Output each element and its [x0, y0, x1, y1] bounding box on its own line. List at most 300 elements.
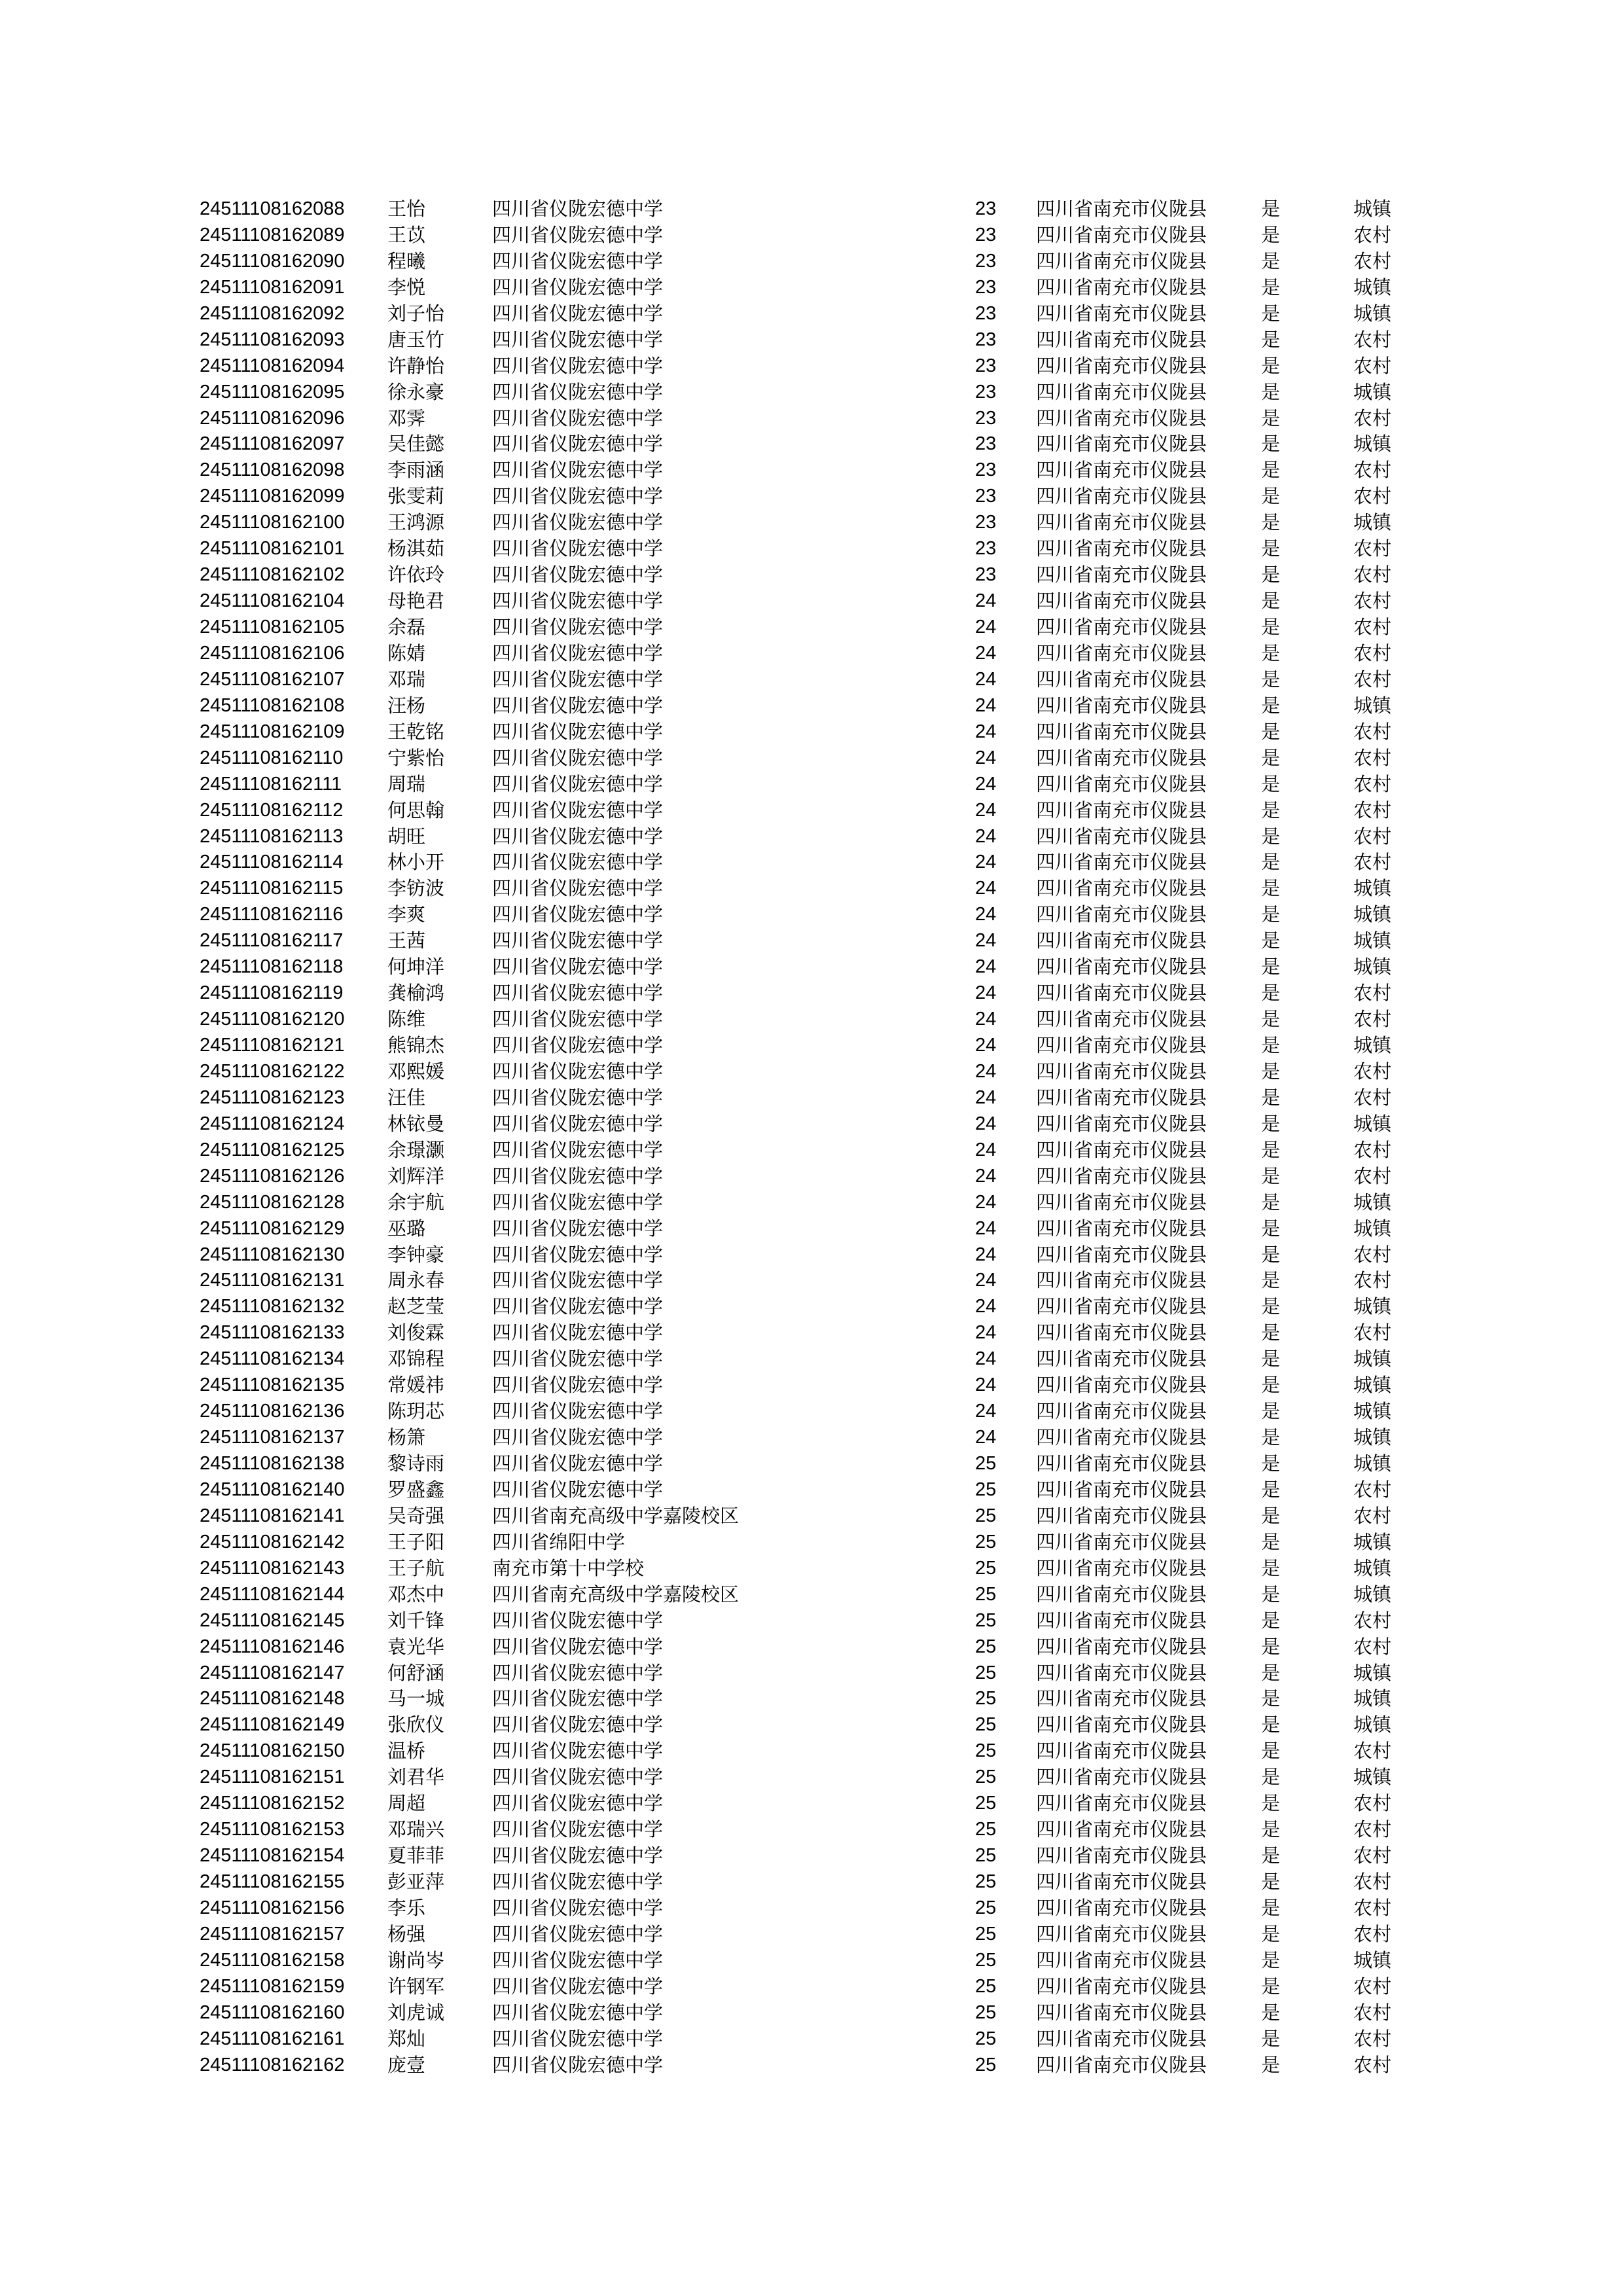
flag-cell: 是	[1261, 903, 1281, 926]
student-name-cell: 刘辉洋	[387, 1164, 445, 1187]
school-cell: 四川省仪陇宏德中学	[492, 1818, 664, 1841]
student-id-cell: 24511108162101	[200, 538, 345, 560]
school-cell: 四川省仪陇宏德中学	[492, 616, 664, 638]
roster-table	[0, 196, 1623, 2079]
student-name-cell: 马一城	[387, 1687, 445, 1710]
flag-cell: 是	[1261, 537, 1281, 560]
flag-cell: 是	[1261, 1530, 1281, 1553]
student-name-cell: 周超	[387, 1792, 426, 1815]
flag-cell: 是	[1261, 459, 1281, 482]
table-row	[0, 1765, 1623, 1791]
table-row	[0, 1738, 1623, 1765]
region-cell: 四川省南充市仪陇县	[1036, 1583, 1207, 1605]
flag-cell: 是	[1261, 1034, 1281, 1056]
table-row	[0, 562, 1623, 588]
region-cell: 四川省南充市仪陇县	[1036, 1948, 1207, 1971]
age-value-cell: 25	[975, 1975, 997, 1997]
table-row	[0, 1320, 1623, 1346]
area-type-cell: 农村	[1353, 1635, 1392, 1658]
table-row	[0, 1634, 1623, 1660]
area-type-cell: 城镇	[1353, 1374, 1392, 1397]
area-type-cell: 农村	[1353, 1269, 1392, 1292]
student-name-cell: 王子航	[387, 1556, 445, 1579]
student-id-cell: 24511108162114	[200, 852, 344, 873]
student-id-cell: 24511108162144	[200, 1583, 345, 1605]
student-name-cell: 林铱曼	[387, 1112, 445, 1135]
student-name-cell: 吴佳懿	[387, 433, 445, 456]
school-cell: 四川省仪陇宏德中学	[492, 2053, 664, 2076]
flag-cell: 是	[1261, 851, 1281, 874]
school-cell: 四川省仪陇宏德中学	[492, 1321, 664, 1344]
table-row	[0, 1922, 1623, 1948]
flag-cell: 是	[1261, 354, 1281, 377]
student-name-cell: 谢尚岑	[387, 1948, 445, 1971]
table-row	[0, 719, 1623, 745]
flag-cell: 是	[1261, 1008, 1281, 1031]
area-type-cell: 农村	[1353, 1321, 1392, 1344]
area-type-cell: 农村	[1353, 982, 1392, 1005]
flag-cell: 是	[1261, 1164, 1281, 1187]
age-value-cell: 25	[975, 1819, 997, 1840]
student-name-cell: 吴奇强	[387, 1504, 445, 1527]
age-value-cell: 25	[975, 1949, 997, 1971]
age-value-cell: 25	[975, 1609, 997, 1631]
area-type-cell: 农村	[1353, 564, 1392, 586]
region-cell: 四川省南充市仪陇县	[1036, 328, 1207, 351]
student-name-cell: 何坤洋	[387, 956, 445, 978]
student-id-cell: 24511108162099	[200, 486, 345, 507]
student-name-cell: 徐永豪	[387, 380, 445, 403]
region-cell: 四川省南充市仪陇县	[1036, 2027, 1207, 2050]
student-id-cell: 24511108162149	[200, 1714, 345, 1736]
age-value-cell: 23	[975, 276, 997, 298]
school-cell: 四川省仪陇宏德中学	[492, 223, 664, 246]
school-cell: 四川省仪陇宏德中学	[492, 276, 664, 298]
school-cell: 四川省仪陇宏德中学	[492, 249, 664, 272]
age-value-cell: 25	[975, 1845, 997, 1867]
student-id-cell: 24511108162132	[200, 1296, 345, 1318]
area-type-cell: 城镇	[1353, 1530, 1392, 1553]
school-cell: 四川省仪陇宏德中学	[492, 1661, 664, 1684]
student-id-cell: 24511108162090	[200, 250, 345, 272]
student-name-cell: 李爽	[387, 903, 426, 926]
age-value-cell: 24	[975, 1086, 997, 1108]
area-type-cell: 城镇	[1353, 1452, 1392, 1475]
table-row	[0, 850, 1623, 876]
flag-cell: 是	[1261, 1975, 1281, 1998]
school-cell: 四川省仪陇宏德中学	[492, 1687, 664, 1710]
table-row	[0, 1190, 1623, 1216]
region-cell: 四川省南充市仪陇县	[1036, 1556, 1207, 1579]
region-cell: 四川省南充市仪陇县	[1036, 1766, 1207, 1789]
flag-cell: 是	[1261, 1896, 1281, 1919]
school-cell: 四川省仪陇宏德中学	[492, 825, 664, 848]
student-id-cell: 24511108162089	[200, 224, 345, 245]
age-value-cell: 23	[975, 224, 997, 245]
age-value-cell: 23	[975, 355, 997, 376]
area-type-cell: 农村	[1353, 1086, 1392, 1109]
student-name-cell: 王乾铭	[387, 720, 445, 743]
table-row	[0, 1033, 1623, 1059]
age-value-cell: 23	[975, 329, 997, 350]
table-row	[0, 1582, 1623, 1608]
school-cell: 四川省仪陇宏德中学	[492, 1374, 664, 1397]
flag-cell: 是	[1261, 746, 1281, 769]
student-name-cell: 常媛祎	[387, 1374, 445, 1397]
region-cell: 四川省南充市仪陇县	[1036, 1844, 1207, 1867]
area-type-cell: 城镇	[1353, 929, 1392, 952]
school-cell: 四川省仪陇宏德中学	[492, 2001, 664, 2024]
student-name-cell: 汪佳	[387, 1086, 426, 1109]
region-cell: 四川省南充市仪陇县	[1036, 1426, 1207, 1449]
age-value-cell: 24	[975, 642, 997, 664]
flag-cell: 是	[1261, 1426, 1281, 1449]
area-type-cell: 农村	[1353, 223, 1392, 246]
student-name-cell: 许钢军	[387, 1975, 445, 1998]
student-id-cell: 24511108162158	[200, 1949, 345, 1971]
student-name-cell: 龚榆鸿	[387, 982, 445, 1005]
age-value-cell: 25	[975, 1479, 997, 1500]
area-type-cell: 农村	[1353, 2001, 1392, 2024]
region-cell: 四川省南充市仪陇县	[1036, 2053, 1207, 2076]
student-id-cell: 24511108162109	[200, 721, 345, 742]
age-value-cell: 24	[975, 878, 997, 899]
flag-cell: 是	[1261, 1661, 1281, 1684]
flag-cell: 是	[1261, 877, 1281, 900]
age-value-cell: 24	[975, 1374, 997, 1396]
table-row	[0, 954, 1623, 980]
table-row	[0, 798, 1623, 824]
student-name-cell: 刘虎诚	[387, 2001, 445, 2024]
table-row	[0, 510, 1623, 536]
area-type-cell: 农村	[1353, 1243, 1392, 1266]
table-row	[0, 1268, 1623, 1294]
region-cell: 四川省南充市仪陇县	[1036, 1243, 1207, 1266]
table-row	[0, 693, 1623, 719]
student-name-cell: 王鸿源	[387, 511, 445, 534]
student-name-cell: 黎诗雨	[387, 1452, 445, 1475]
student-id-cell: 24511108162105	[200, 617, 345, 637]
table-row	[0, 1138, 1623, 1164]
school-cell: 四川省仪陇宏德中学	[492, 1896, 664, 1919]
school-cell: 南充市第十中学校	[492, 1556, 645, 1579]
student-name-cell: 母艳君	[387, 590, 445, 613]
student-id-cell: 24511108162146	[200, 1636, 345, 1657]
flag-cell: 是	[1261, 223, 1281, 246]
student-id-cell: 24511108162154	[200, 1845, 345, 1867]
flag-cell: 是	[1261, 380, 1281, 403]
student-id-cell: 24511108162147	[200, 1662, 345, 1683]
flag-cell: 是	[1261, 772, 1281, 795]
age-value-cell: 25	[975, 1740, 997, 1762]
area-type-cell: 农村	[1353, 746, 1392, 769]
table-row	[0, 1556, 1623, 1582]
age-value-cell: 23	[975, 407, 997, 429]
region-cell: 四川省南充市仪陇县	[1036, 903, 1207, 926]
table-row	[0, 1869, 1623, 1895]
age-value-cell: 24	[975, 1401, 997, 1422]
student-id-cell: 24511108162120	[200, 1009, 345, 1030]
flag-cell: 是	[1261, 1922, 1281, 1945]
area-type-cell: 城镇	[1353, 1034, 1392, 1056]
flag-cell: 是	[1261, 1713, 1281, 1736]
student-id-cell: 24511108162110	[200, 747, 344, 768]
student-name-cell: 刘俊霖	[387, 1321, 445, 1344]
student-id-cell: 24511108162155	[200, 1871, 345, 1892]
region-cell: 四川省南充市仪陇县	[1036, 380, 1207, 403]
student-id-cell: 24511108162142	[200, 1531, 345, 1552]
student-id-cell: 24511108162097	[200, 433, 345, 455]
flag-cell: 是	[1261, 590, 1281, 613]
flag-cell: 是	[1261, 433, 1281, 456]
school-cell: 四川省仪陇宏德中学	[492, 1295, 664, 1318]
age-value-cell: 23	[975, 250, 997, 272]
table-row	[0, 980, 1623, 1007]
region-cell: 四川省南充市仪陇县	[1036, 1348, 1207, 1371]
table-row	[0, 1399, 1623, 1425]
flag-cell: 是	[1261, 694, 1281, 717]
region-cell: 四川省南充市仪陇县	[1036, 668, 1207, 691]
school-cell: 四川省仪陇宏德中学	[492, 1008, 664, 1031]
age-value-cell: 24	[975, 852, 997, 873]
student-name-cell: 邓瑞兴	[387, 1818, 445, 1841]
region-cell: 四川省南充市仪陇县	[1036, 406, 1207, 429]
table-row	[0, 1791, 1623, 1817]
school-cell: 四川省仪陇宏德中学	[492, 982, 664, 1005]
table-row	[0, 1242, 1623, 1268]
age-value-cell: 23	[975, 459, 997, 481]
student-name-cell: 宁紫怡	[387, 746, 445, 769]
table-row	[0, 1085, 1623, 1111]
student-id-cell: 24511108162162	[200, 2054, 345, 2075]
region-cell: 四川省南充市仪陇县	[1036, 2001, 1207, 2024]
region-cell: 四川省南充市仪陇县	[1036, 877, 1207, 900]
area-type-cell: 农村	[1353, 1478, 1392, 1501]
age-value-cell: 24	[975, 1113, 997, 1134]
age-value-cell: 24	[975, 1348, 997, 1370]
flag-cell: 是	[1261, 1060, 1281, 1083]
student-id-cell: 24511108162150	[200, 1740, 345, 1762]
student-name-cell: 王苡	[387, 223, 426, 246]
student-id-cell: 24511108162112	[200, 799, 344, 821]
area-type-cell: 城镇	[1353, 1217, 1392, 1240]
table-row	[0, 1948, 1623, 1974]
school-cell: 四川省南充高级中学嘉陵校区	[492, 1583, 740, 1605]
region-cell: 四川省南充市仪陇县	[1036, 641, 1207, 664]
school-cell: 四川省仪陇宏德中学	[492, 1635, 664, 1658]
region-cell: 四川省南充市仪陇县	[1036, 616, 1207, 638]
area-type-cell: 城镇	[1353, 1295, 1392, 1318]
school-cell: 四川省仪陇宏德中学	[492, 537, 664, 560]
school-cell: 四川省仪陇宏德中学	[492, 1792, 664, 1815]
table-row	[0, 2000, 1623, 2026]
student-id-cell: 24511108162135	[200, 1374, 345, 1396]
area-type-cell: 农村	[1353, 2053, 1392, 2076]
student-id-cell: 24511108162092	[200, 302, 345, 324]
school-cell: 四川省仪陇宏德中学	[492, 851, 664, 874]
student-name-cell: 周瑞	[387, 772, 426, 795]
student-name-cell: 李钟豪	[387, 1243, 445, 1266]
area-type-cell: 城镇	[1353, 1713, 1392, 1736]
table-row	[0, 667, 1623, 693]
school-cell: 四川省仪陇宏德中学	[492, 433, 664, 456]
student-id-cell: 24511108162107	[200, 668, 345, 690]
table-row	[0, 772, 1623, 798]
area-type-cell: 城镇	[1353, 1661, 1392, 1684]
age-value-cell: 25	[975, 1636, 997, 1657]
region-cell: 四川省南充市仪陇县	[1036, 956, 1207, 978]
area-type-cell: 农村	[1353, 485, 1392, 508]
student-id-cell: 24511108162130	[200, 1244, 345, 1265]
school-cell: 四川省仪陇宏德中学	[492, 1713, 664, 1736]
region-cell: 四川省南充市仪陇县	[1036, 1112, 1207, 1135]
table-row	[0, 196, 1623, 223]
student-name-cell: 巫璐	[387, 1217, 426, 1240]
age-value-cell: 25	[975, 1923, 997, 1945]
region-cell: 四川省南充市仪陇县	[1036, 223, 1207, 246]
region-cell: 四川省南充市仪陇县	[1036, 1896, 1207, 1919]
age-value-cell: 25	[975, 1767, 997, 1788]
student-name-cell: 庞壹	[387, 2053, 426, 2076]
age-value-cell: 24	[975, 1009, 997, 1030]
table-row	[0, 902, 1623, 928]
table-row	[0, 1817, 1623, 1843]
area-type-cell: 农村	[1353, 249, 1392, 272]
region-cell: 四川省南充市仪陇县	[1036, 433, 1207, 456]
student-id-cell: 24511108162122	[200, 1060, 345, 1082]
school-cell: 四川省仪陇宏德中学	[492, 1112, 664, 1135]
area-type-cell: 农村	[1353, 2027, 1392, 2050]
area-type-cell: 城镇	[1353, 877, 1392, 900]
region-cell: 四川省南充市仪陇县	[1036, 1060, 1207, 1083]
area-type-cell: 城镇	[1353, 1348, 1392, 1371]
table-row	[0, 1503, 1623, 1530]
student-id-cell: 24511108162096	[200, 407, 345, 429]
student-id-cell: 24511108162143	[200, 1557, 345, 1579]
student-id-cell: 24511108162108	[200, 694, 345, 716]
flag-cell: 是	[1261, 198, 1281, 220]
area-type-cell: 农村	[1353, 1844, 1392, 1867]
student-id-cell: 24511108162152	[200, 1793, 345, 1814]
area-type-cell: 农村	[1353, 1164, 1392, 1187]
flag-cell: 是	[1261, 1295, 1281, 1318]
age-value-cell: 25	[975, 1531, 997, 1552]
age-value-cell: 25	[975, 2001, 997, 2023]
flag-cell: 是	[1261, 1138, 1281, 1161]
school-cell: 四川省仪陇宏德中学	[492, 903, 664, 926]
table-row	[0, 876, 1623, 902]
table-row	[0, 536, 1623, 562]
age-value-cell: 24	[975, 1427, 997, 1448]
student-name-cell: 何思翰	[387, 798, 445, 821]
student-id-cell: 24511108162113	[200, 825, 344, 847]
student-id-cell: 24511108162151	[200, 1767, 345, 1788]
age-value-cell: 25	[975, 1583, 997, 1605]
age-value-cell: 23	[975, 538, 997, 560]
age-value-cell: 25	[975, 1793, 997, 1814]
area-type-cell: 农村	[1353, 616, 1392, 638]
student-name-cell: 陈婧	[387, 641, 426, 664]
flag-cell: 是	[1261, 249, 1281, 272]
table-row	[0, 249, 1623, 275]
age-value-cell: 23	[975, 564, 997, 586]
student-id-cell: 24511108162153	[200, 1819, 345, 1840]
region-cell: 四川省南充市仪陇县	[1036, 929, 1207, 952]
flag-cell: 是	[1261, 2001, 1281, 2024]
table-row	[0, 1451, 1623, 1477]
flag-cell: 是	[1261, 1217, 1281, 1240]
school-cell: 四川省仪陇宏德中学	[492, 956, 664, 978]
school-cell: 四川省仪陇宏德中学	[492, 1871, 664, 1893]
table-row	[0, 1007, 1623, 1033]
student-id-cell: 24511108162121	[200, 1035, 345, 1056]
region-cell: 四川省南充市仪陇县	[1036, 1530, 1207, 1553]
student-id-cell: 24511108162124	[200, 1113, 345, 1134]
student-id-cell: 24511108162159	[200, 1975, 345, 1997]
region-cell: 四川省南充市仪陇县	[1036, 1452, 1207, 1475]
flag-cell: 是	[1261, 1609, 1281, 1632]
student-id-cell: 24511108162123	[200, 1086, 345, 1108]
student-name-cell: 刘君华	[387, 1766, 445, 1789]
area-type-cell: 城镇	[1353, 1112, 1392, 1135]
school-cell: 四川省仪陇宏德中学	[492, 1217, 664, 1240]
region-cell: 四川省南充市仪陇县	[1036, 1008, 1207, 1031]
school-cell: 四川省仪陇宏德中学	[492, 1400, 664, 1423]
student-name-cell: 李悦	[387, 276, 426, 298]
age-value-cell: 24	[975, 982, 997, 1004]
student-id-cell: 24511108162126	[200, 1165, 345, 1187]
school-cell: 四川省仪陇宏德中学	[492, 302, 664, 325]
area-type-cell: 城镇	[1353, 903, 1392, 926]
table-row	[0, 1843, 1623, 1869]
table-row	[0, 641, 1623, 667]
student-name-cell: 邓杰中	[387, 1583, 445, 1605]
school-cell: 四川省仪陇宏德中学	[492, 1452, 664, 1475]
student-id-cell: 24511108162133	[200, 1322, 345, 1344]
student-id-cell: 24511108162129	[200, 1217, 345, 1239]
table-row	[0, 588, 1623, 615]
student-id-cell: 24511108162156	[200, 1897, 345, 1918]
flag-cell: 是	[1261, 1478, 1281, 1501]
area-type-cell: 城镇	[1353, 1400, 1392, 1423]
region-cell: 四川省南充市仪陇县	[1036, 1713, 1207, 1736]
area-type-cell: 农村	[1353, 1871, 1392, 1893]
student-name-cell: 刘千锋	[387, 1609, 445, 1632]
area-type-cell: 农村	[1353, 354, 1392, 377]
region-cell: 四川省南充市仪陇县	[1036, 798, 1207, 821]
age-value-cell: 25	[975, 1453, 997, 1474]
school-cell: 四川省仪陇宏德中学	[492, 798, 664, 821]
student-name-cell: 余宇航	[387, 1191, 445, 1213]
student-id-cell: 24511108162094	[200, 355, 345, 376]
student-name-cell: 王茜	[387, 929, 426, 952]
age-value-cell: 25	[975, 1662, 997, 1683]
flag-cell: 是	[1261, 511, 1281, 534]
flag-cell: 是	[1261, 1766, 1281, 1789]
table-row	[0, 484, 1623, 510]
age-value-cell: 23	[975, 512, 997, 533]
flag-cell: 是	[1261, 1086, 1281, 1109]
age-value-cell: 24	[975, 617, 997, 637]
region-cell: 四川省南充市仪陇县	[1036, 485, 1207, 508]
student-id-cell: 24511108162104	[200, 590, 345, 612]
flag-cell: 是	[1261, 929, 1281, 952]
age-value-cell: 25	[975, 1897, 997, 1918]
age-value-cell: 25	[975, 2054, 997, 2075]
flag-cell: 是	[1261, 2053, 1281, 2076]
region-cell: 四川省南充市仪陇县	[1036, 1374, 1207, 1397]
flag-cell: 是	[1261, 328, 1281, 351]
